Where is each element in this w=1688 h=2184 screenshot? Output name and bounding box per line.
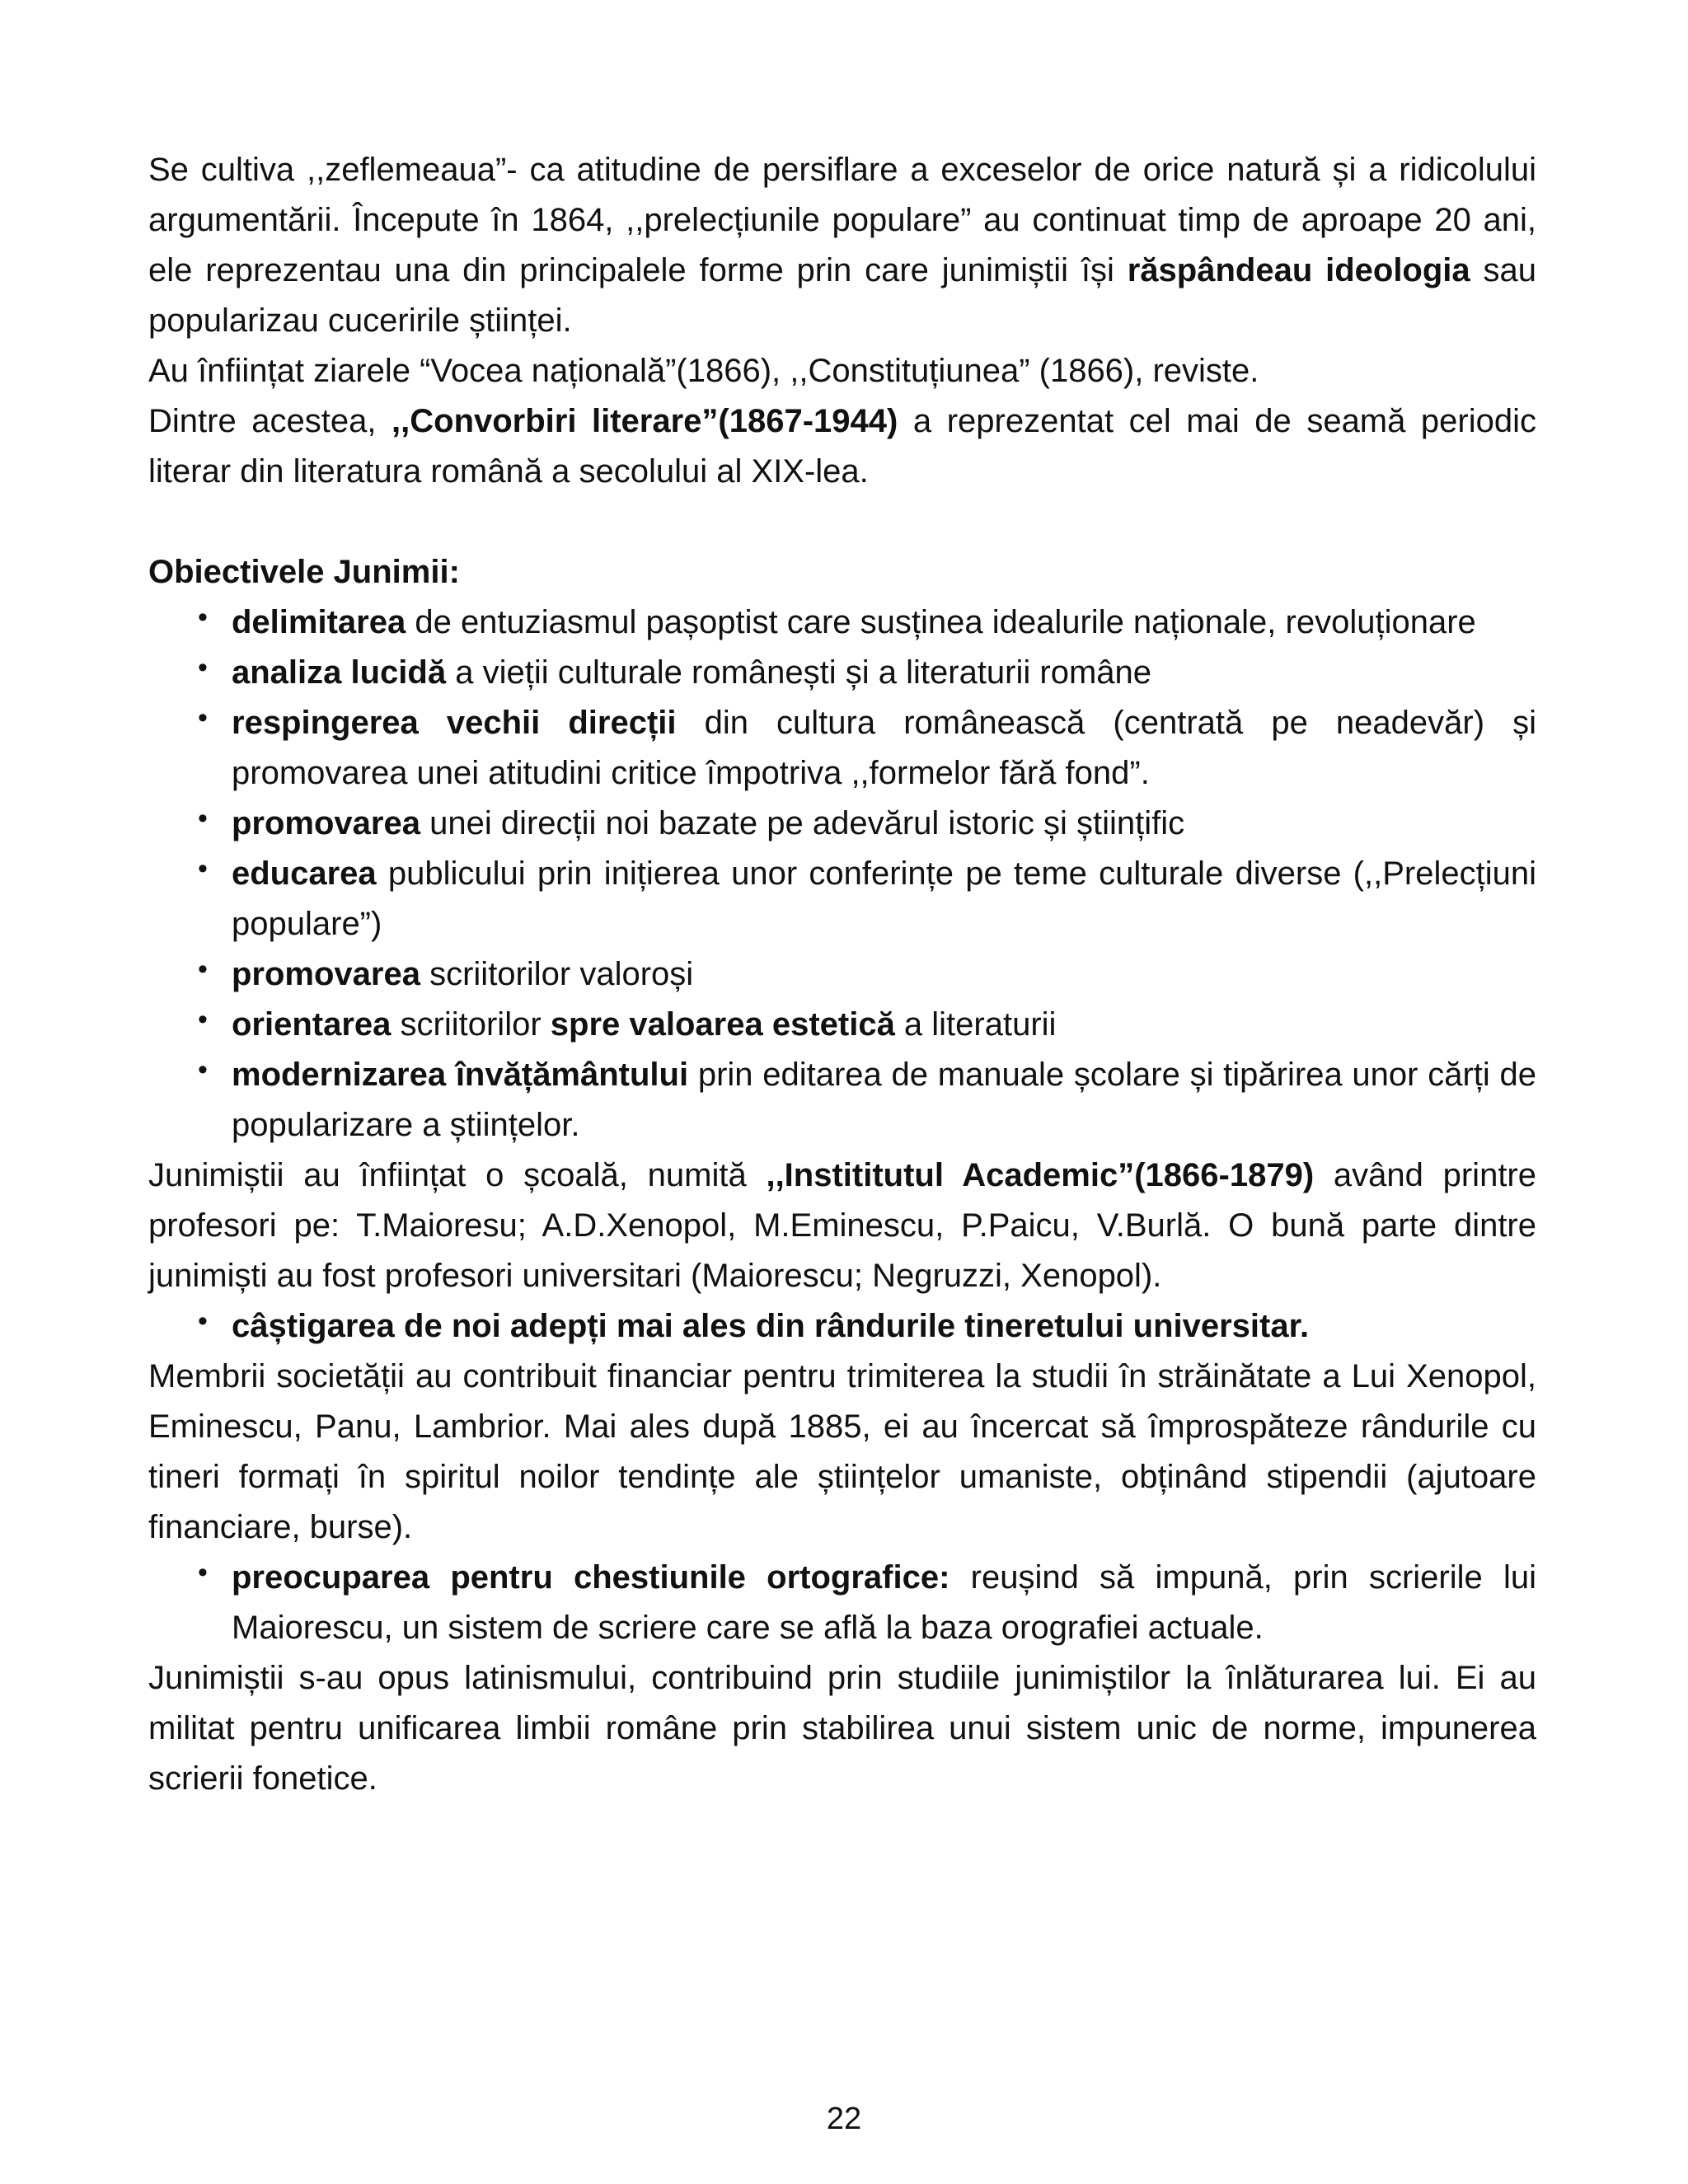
list-item: • promovarea unei direcții noi bazate pe adevărul istoric și științific — [148, 799, 1536, 849]
list-item: • preocuparea pentru chestiunile ortografice: reușind să impună, prin scrierile lui Maiorescu, un sistem de scriere care se află la baza orografiei actuale. — [148, 1553, 1536, 1653]
list-item: • câștigarea de noi adepți mai ales din rândurile tineretului universitar. — [148, 1301, 1536, 1352]
section-heading: Obiectivele Junimii: — [148, 554, 460, 590]
document-page — [148, 145, 1536, 1804]
list-item: • respingerea vechii direcții din cultura românească (centrată pe neadevăr) și promovarea unei atitudini critice împotriva ,,formelor fără fond”. — [148, 698, 1536, 799]
bullet-icon: • — [198, 803, 208, 834]
bold-institute: ,,Instititutul Academic”(1866-1879) — [766, 1157, 1315, 1193]
bold-ideology: răspândeau ideologia — [1127, 252, 1470, 288]
list-item: • educarea publicului prin inițierea unor conferințe pe teme culturale diverse (,,Prelecțiuni populare”) — [148, 849, 1536, 949]
bullet-icon: • — [198, 602, 208, 633]
list-item: • delimitarea de entuziasmul pașoptist care susținea idealurile naționale, revoluționare — [148, 598, 1536, 648]
list-item: • modernizarea învățământului prin editarea de manuale școlare și tipărirea unor cărți de popularizare a științelor. — [148, 1050, 1536, 1151]
objectives-list — [148, 598, 1536, 1151]
paragraph-newspapers: Au înființat ziarele “Vocea națională”(1866), ,,Constituțiunea” (1866), reviste. — [148, 353, 1259, 389]
bullet-icon: • — [198, 1004, 208, 1035]
list-item: • promovarea scriitorilor valoroși — [148, 949, 1536, 1000]
list-item: • analiza lucidă a vieții culturale românești și a literaturii române — [148, 648, 1536, 698]
bullet-icon: • — [198, 1557, 208, 1588]
bullet-icon: • — [198, 954, 208, 985]
bullet-icon: • — [198, 853, 208, 884]
paragraph-zeflemeaua: Se cultiva ,,zeflemeaua”- ca atitudine de persiflare a exceselor de orice natură și a ridicolului argumentării. Începute în 1864, ,,prelecțiunile populare” au continuat timp de aproape 20 ani, ele reprezentau una din principalele forme prin care junimiștii își răspândeau ideologia sau popularizau cuceririle științei. — [148, 152, 1536, 339]
paragraph-latinism: Junimiștii s-au opus latinismului, contribuind prin studiile junimiștilor la înlăturarea lui. Ei au militat pentru unificarea limbii române prin stabilirea unui sistem unic de norme, impunerea scrierii fonetice. — [148, 1660, 1536, 1797]
paragraph-institute: Junimiștii au înființat o școală, numită ,,Instititutul Academic”(1866-1879) având printre profesori pe: T.Maioresu; A.D.Xenopol, M.Eminescu, P.Paicu, V.Burlă. O bună parte dintre junimiști au fost profesori universitari (Maiorescu; Negruzzi, Xenopol). — [148, 1157, 1536, 1294]
bullet-icon: • — [198, 652, 208, 683]
paragraph-gap — [148, 497, 1536, 547]
orthography-list — [148, 1553, 1536, 1653]
page-number: 22 — [826, 2102, 862, 2136]
paragraph-members: Membrii societății au contribuit financiar pentru trimiterea la studii în străinătate a Lui Xenopol, Eminescu, Panu, Lambrior. Mai ales după 1885, ei au încercat să împrospăteze rândurile cu tineri formați în spiritul noilor tendințe ale științelor umaniste, obținând stipendii (ajutoare financiare, burse). — [148, 1358, 1536, 1545]
bullet-icon: • — [198, 702, 208, 733]
list-item: • orientarea scriitorilor spre valoarea estetică a literaturii — [148, 1000, 1536, 1050]
bullet-icon: • — [198, 1054, 208, 1085]
paragraph-convorbiri: Dintre acestea, ,,Convorbiri literare”(1867-1944) a reprezentat cel mai de seamă periodic literar din literatura română a secolului al XIX-lea. — [148, 403, 1537, 490]
bullet-icon: • — [198, 1305, 208, 1337]
adepts-list — [148, 1301, 1536, 1352]
bold-convorbiri: ,,Convorbiri literare”(1867-1944) — [392, 403, 898, 439]
